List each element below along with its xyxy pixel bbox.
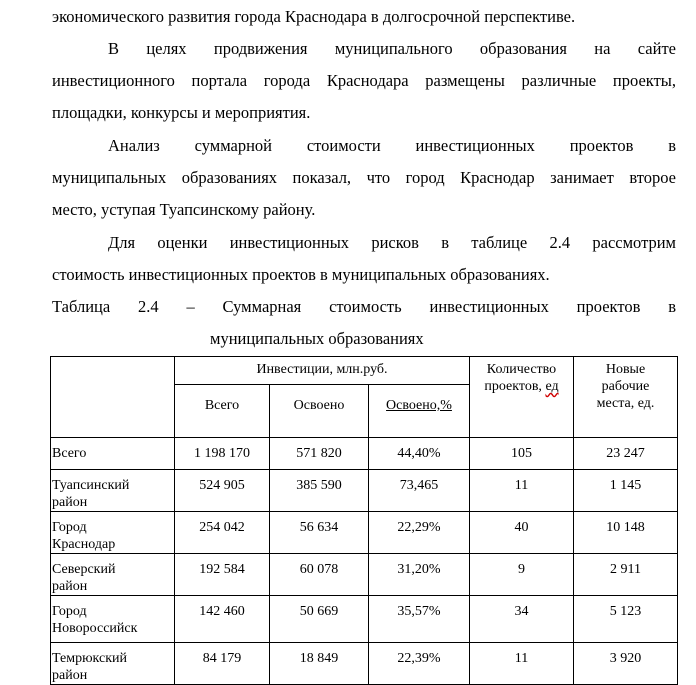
paragraph-line: экономического развития города Краснодара в долгосрочной перспективе.	[52, 7, 576, 26]
row-pct: 44,40%	[369, 438, 470, 470]
row-name-text: район	[52, 495, 88, 510]
row-mastered: 50 669	[270, 596, 369, 643]
row-mastered: 571 820	[270, 438, 369, 470]
row-mastered: 56 634	[270, 512, 369, 554]
header-mastered-pct	[369, 385, 470, 438]
table-caption: Таблица 2.4 – Суммарная стоимость инвестиционных проектов в	[52, 297, 676, 316]
row-name-text: Северский	[52, 562, 116, 577]
row-pct: 31,20%	[369, 554, 470, 596]
table-row	[51, 512, 678, 554]
row-name-text: Краснодар	[52, 537, 116, 552]
row-name	[51, 438, 175, 470]
row-mastered: 18 849	[270, 643, 369, 685]
row-mastered: 60 078	[270, 554, 369, 596]
row-jobs: 1 145	[574, 470, 678, 512]
paragraph-line: Анализ суммарной стоимости инвестиционных проектов в	[108, 136, 676, 155]
row-name-text: Город	[52, 604, 87, 619]
header-projects-count	[470, 357, 574, 438]
row-name	[51, 554, 175, 596]
paragraph-line: площадки, конкурсы и мероприятия.	[52, 103, 311, 122]
row-projects: 105	[470, 438, 574, 470]
row-projects: 11	[470, 643, 574, 685]
row-name-text: Город	[52, 520, 87, 535]
row-name-text: Новороссийск	[52, 621, 138, 636]
paragraph-line: Для оценки инвестиционных рисков в таблице 2.4 рассмотрим	[108, 233, 676, 252]
paragraph-line: место, уступая Туапсинскому району.	[52, 200, 316, 219]
paragraph-line: инвестиционного портала города Краснодара размещены различные проекты,	[52, 71, 676, 90]
row-total: 142 460	[175, 596, 270, 643]
header-text: Освоено,%	[386, 398, 452, 413]
table-row	[51, 438, 678, 470]
header-mastered: Освоено	[270, 385, 369, 438]
row-name-text: Всего	[52, 446, 87, 461]
row-name-text: Темрюкский	[52, 651, 128, 666]
row-projects: 34	[470, 596, 574, 643]
row-total: 1 198 170	[175, 438, 270, 470]
table-row	[51, 596, 678, 643]
table-caption-line2: муниципальных образованиях	[210, 329, 424, 348]
row-name	[51, 470, 175, 512]
header-text: рабочие	[601, 379, 650, 394]
header-empty-cell	[51, 357, 175, 438]
row-name	[51, 643, 175, 685]
row-jobs: 2 911	[574, 554, 678, 596]
row-total: 254 042	[175, 512, 270, 554]
header-new-jobs	[574, 357, 678, 438]
header-text: Количество	[486, 362, 557, 377]
header-text	[470, 378, 573, 395]
row-projects: 40	[470, 512, 574, 554]
investment-table	[50, 356, 678, 685]
table-header-row	[51, 357, 678, 385]
row-total: 524 905	[175, 470, 270, 512]
header-total: Всего	[175, 385, 270, 438]
header-investments: Инвестиции, млн.руб.	[175, 357, 470, 385]
paragraph-line: муниципальных образованиях показал, что город Краснодар занимает второе	[52, 168, 676, 187]
paragraph-line: стоимость инвестиционных проектов в муниципальных образованиях.	[52, 265, 550, 284]
row-projects: 11	[470, 470, 574, 512]
header-text-part: проектов,	[484, 379, 546, 394]
row-projects: 9	[470, 554, 574, 596]
table-row	[51, 643, 678, 685]
row-name-text: Туапсинский	[52, 478, 130, 493]
row-jobs: 3 920	[574, 643, 678, 685]
row-name-text: район	[52, 668, 88, 683]
row-jobs: 5 123	[574, 596, 678, 643]
row-jobs: 23 247	[574, 438, 678, 470]
row-name-text: район	[52, 579, 88, 594]
row-pct: 35,57%	[369, 596, 470, 643]
paragraph-line: В целях продвижения муниципального образования на сайте	[108, 39, 676, 58]
row-total: 192 584	[175, 554, 270, 596]
header-text-unit: ед	[545, 379, 559, 394]
table-row	[51, 470, 678, 512]
row-pct: 22,29%	[369, 512, 470, 554]
row-name	[51, 596, 175, 643]
row-total: 84 179	[175, 643, 270, 685]
row-pct: 73,465	[369, 470, 470, 512]
row-name	[51, 512, 175, 554]
row-mastered: 385 590	[270, 470, 369, 512]
header-text: места, ед.	[596, 396, 655, 411]
row-pct: 22,39%	[369, 643, 470, 685]
table-row	[51, 554, 678, 596]
header-text: Новые	[605, 362, 646, 377]
row-jobs: 10 148	[574, 512, 678, 554]
